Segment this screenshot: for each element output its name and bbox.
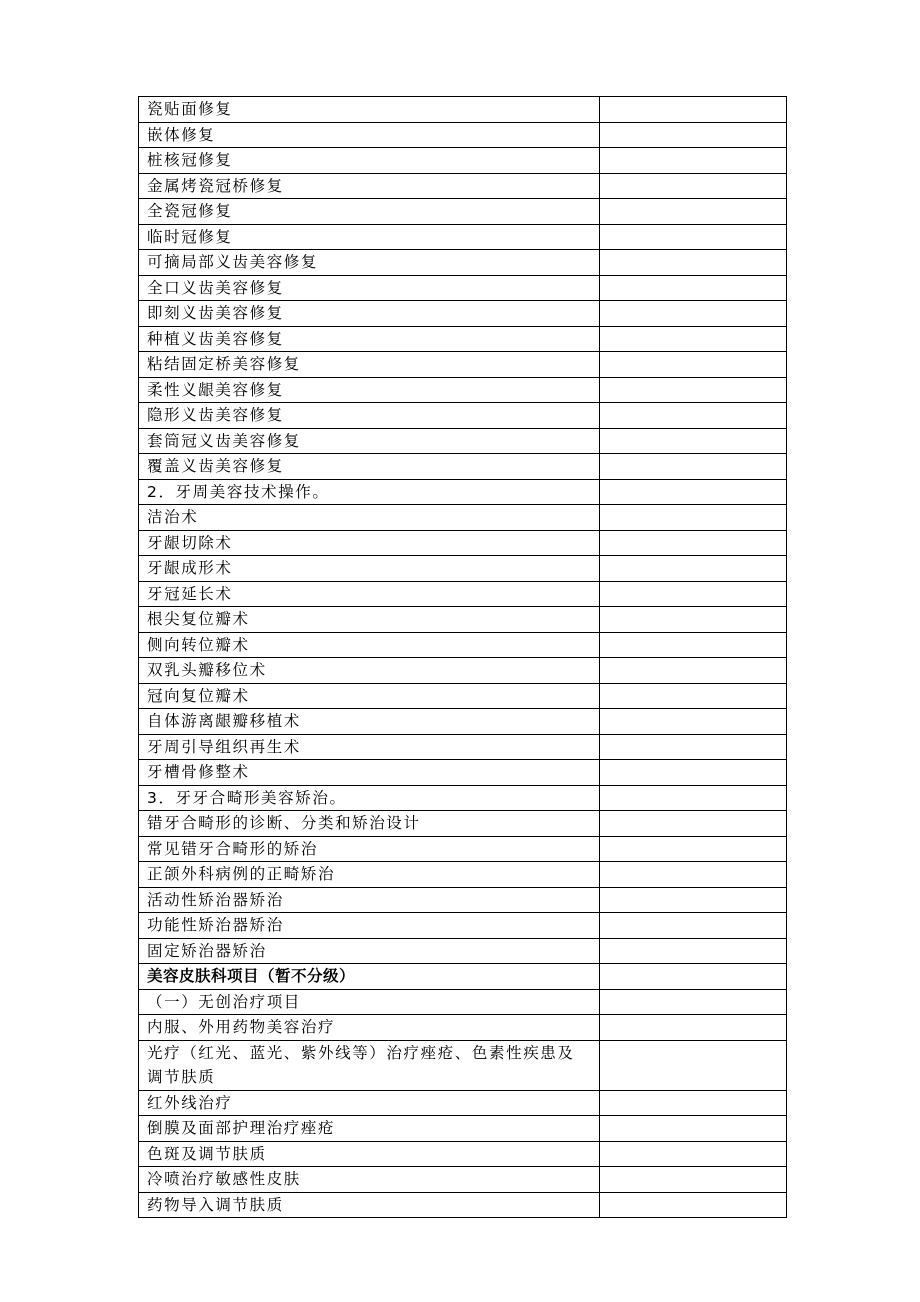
table-row xyxy=(139,862,787,888)
table-row xyxy=(139,505,787,531)
table-row xyxy=(139,1116,787,1142)
table-row xyxy=(139,428,787,454)
empty-value-cell xyxy=(600,301,787,327)
procedure-name-cell: 冠向复位瓣术 xyxy=(139,683,600,709)
empty-value-cell xyxy=(600,913,787,939)
table-row xyxy=(139,403,787,429)
procedure-name-cell: 瓷贴面修复 xyxy=(139,97,600,123)
empty-value-cell xyxy=(600,122,787,148)
empty-value-cell xyxy=(600,1192,787,1218)
procedure-name-cell: 隐形义齿美容修复 xyxy=(139,403,600,429)
empty-value-cell xyxy=(600,505,787,531)
empty-value-cell xyxy=(600,964,787,990)
empty-value-cell xyxy=(600,989,787,1015)
table-row xyxy=(139,556,787,582)
table-row xyxy=(139,1090,787,1116)
procedure-name-cell: 覆盖义齿美容修复 xyxy=(139,454,600,480)
table-row xyxy=(139,913,787,939)
procedure-name-cell: 红外线治疗 xyxy=(139,1090,600,1116)
table-row xyxy=(139,709,787,735)
procedure-name-cell: 可摘局部义齿美容修复 xyxy=(139,250,600,276)
empty-value-cell xyxy=(600,530,787,556)
empty-value-cell xyxy=(600,377,787,403)
procedure-name-cell: 固定矫治器矫治 xyxy=(139,938,600,964)
table-row xyxy=(139,887,787,913)
empty-value-cell xyxy=(600,428,787,454)
table-row xyxy=(139,1040,787,1090)
procedure-name-cell: 正颌外科病例的正畸矫治 xyxy=(139,862,600,888)
procedure-name-cell: 牙冠延长术 xyxy=(139,581,600,607)
procedure-name-cell: 药物导入调节肤质 xyxy=(139,1192,600,1218)
empty-value-cell xyxy=(600,938,787,964)
procedure-name-cell: 自体游离龈瓣移植术 xyxy=(139,709,600,735)
table-row xyxy=(139,1141,787,1167)
procedure-name-cell: 2．牙周美容技术操作。 xyxy=(139,479,600,505)
empty-value-cell xyxy=(600,709,787,735)
empty-value-cell xyxy=(600,581,787,607)
empty-value-cell xyxy=(600,199,787,225)
empty-value-cell xyxy=(600,760,787,786)
table-row xyxy=(139,658,787,684)
empty-value-cell xyxy=(600,607,787,633)
procedure-name-cell: 倒膜及面部护理治疗痤疮 xyxy=(139,1116,600,1142)
procedure-name-cell: 全口义齿美容修复 xyxy=(139,275,600,301)
empty-value-cell xyxy=(600,632,787,658)
table-row xyxy=(139,122,787,148)
empty-value-cell xyxy=(600,1116,787,1142)
procedure-table xyxy=(138,96,787,1218)
table-row xyxy=(139,479,787,505)
empty-value-cell xyxy=(600,479,787,505)
empty-value-cell xyxy=(600,836,787,862)
procedure-name-cell: 双乳头瓣移位术 xyxy=(139,658,600,684)
empty-value-cell xyxy=(600,148,787,174)
procedure-name-cell: 全瓷冠修复 xyxy=(139,199,600,225)
table-row xyxy=(139,148,787,174)
empty-value-cell xyxy=(600,785,787,811)
empty-value-cell xyxy=(600,97,787,123)
table-row xyxy=(139,275,787,301)
empty-value-cell xyxy=(600,224,787,250)
procedure-name-cell: 功能性矫治器矫治 xyxy=(139,913,600,939)
empty-value-cell xyxy=(600,326,787,352)
table-row xyxy=(139,326,787,352)
procedure-name-cell: 牙槽骨修整术 xyxy=(139,760,600,786)
empty-value-cell xyxy=(600,250,787,276)
procedure-name-cell: （一）无创治疗项目 xyxy=(139,989,600,1015)
procedure-table-body xyxy=(139,97,787,1218)
table-row xyxy=(139,607,787,633)
table-row xyxy=(139,250,787,276)
procedure-name-cell: 即刻义齿美容修复 xyxy=(139,301,600,327)
table-row xyxy=(139,352,787,378)
table-row xyxy=(139,683,787,709)
table-row xyxy=(139,811,787,837)
table-row xyxy=(139,454,787,480)
table-row xyxy=(139,199,787,225)
table-row xyxy=(139,97,787,123)
empty-value-cell xyxy=(600,862,787,888)
table-row xyxy=(139,632,787,658)
empty-value-cell xyxy=(600,811,787,837)
table-row xyxy=(139,173,787,199)
procedure-name-cell: 套筒冠义齿美容修复 xyxy=(139,428,600,454)
empty-value-cell xyxy=(600,734,787,760)
empty-value-cell xyxy=(600,1141,787,1167)
procedure-name-cell: 错牙合畸形的诊断、分类和矫治设计 xyxy=(139,811,600,837)
procedure-name-cell: 牙龈成形术 xyxy=(139,556,600,582)
procedure-name-cell: 内服、外用药物美容治疗 xyxy=(139,1015,600,1041)
empty-value-cell xyxy=(600,1015,787,1041)
table-row xyxy=(139,377,787,403)
table-row xyxy=(139,581,787,607)
table-row xyxy=(139,224,787,250)
empty-value-cell xyxy=(600,403,787,429)
empty-value-cell xyxy=(600,658,787,684)
table-row xyxy=(139,938,787,964)
empty-value-cell xyxy=(600,1090,787,1116)
table-row xyxy=(139,989,787,1015)
table-row xyxy=(139,1192,787,1218)
procedure-name-cell: 根尖复位瓣术 xyxy=(139,607,600,633)
procedure-name-cell: 金属烤瓷冠桥修复 xyxy=(139,173,600,199)
table-row xyxy=(139,785,787,811)
empty-value-cell xyxy=(600,1167,787,1193)
procedure-name-cell: 桩核冠修复 xyxy=(139,148,600,174)
procedure-name-cell: 种植义齿美容修复 xyxy=(139,326,600,352)
procedure-name-cell: 活动性矫治器矫治 xyxy=(139,887,600,913)
empty-value-cell xyxy=(600,1040,787,1090)
empty-value-cell xyxy=(600,556,787,582)
table-row xyxy=(139,760,787,786)
table-row xyxy=(139,734,787,760)
procedure-name-cell: 牙龈切除术 xyxy=(139,530,600,556)
procedure-name-cell: 嵌体修复 xyxy=(139,122,600,148)
table-row xyxy=(139,1015,787,1041)
empty-value-cell xyxy=(600,173,787,199)
procedure-name-cell: 柔性义龈美容修复 xyxy=(139,377,600,403)
empty-value-cell xyxy=(600,275,787,301)
empty-value-cell xyxy=(600,887,787,913)
procedure-name-cell: 冷喷治疗敏感性皮肤 xyxy=(139,1167,600,1193)
procedure-name-cell: 光疗（红光、蓝光、紫外线等）治疗痤疮、色素性疾患及调节肤质 xyxy=(139,1040,600,1090)
table-row xyxy=(139,1167,787,1193)
procedure-name-cell: 色斑及调节肤质 xyxy=(139,1141,600,1167)
table-row xyxy=(139,836,787,862)
procedure-name-cell: 牙周引导组织再生术 xyxy=(139,734,600,760)
procedure-name-cell: 常见错牙合畸形的矫治 xyxy=(139,836,600,862)
empty-value-cell xyxy=(600,454,787,480)
procedure-name-cell: 临时冠修复 xyxy=(139,224,600,250)
empty-value-cell xyxy=(600,683,787,709)
table-row xyxy=(139,301,787,327)
empty-value-cell xyxy=(600,352,787,378)
procedure-name-cell: 3．牙牙合畸形美容矫治。 xyxy=(139,785,600,811)
procedure-name-cell: 美容皮肤科项目（暂不分级） xyxy=(139,964,600,990)
table-row xyxy=(139,530,787,556)
table-row xyxy=(139,964,787,990)
procedure-name-cell: 侧向转位瓣术 xyxy=(139,632,600,658)
procedure-name-cell: 洁治术 xyxy=(139,505,600,531)
procedure-name-cell: 粘结固定桥美容修复 xyxy=(139,352,600,378)
